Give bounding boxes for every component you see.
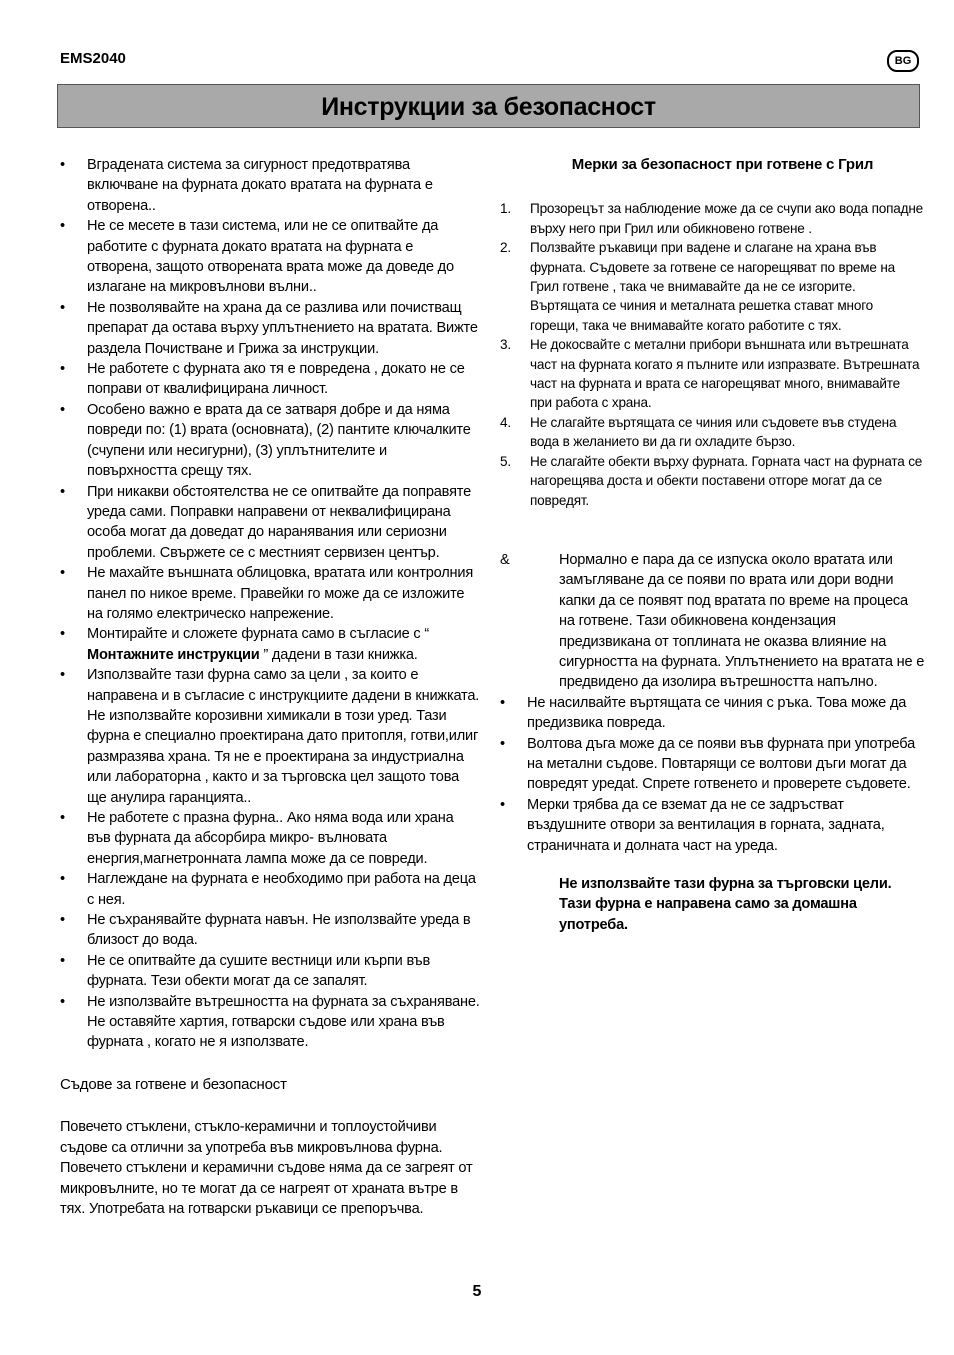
item-text: Не слагайте обекти върху фурната. Горната част на фурната се нагорещява доста и обекти поставени отгоре могат да се повредят. [530,453,923,508]
list-item: • Не насилвайте въртящата се чиния с ръка. Това може да предизвика повреда. [500,693,925,734]
list-item: • Не работете с празна фурна.. Ако няма вода или храна във фурната да абсорбира микро- вълновата енергия,магнетронната лампа може да се повреди. [60,808,480,869]
cookware-heading: Съдове за готвене и безопасност [60,1075,287,1093]
ampersand-symbol: & [500,551,510,568]
item-number: 2. [500,240,511,256]
language-badge: BG [887,50,919,72]
list-item-bold-text: Монтажните инструкции [87,646,260,663]
list-item: • При никакви обстоятелства не се опитвайте да поправяте уреда сами. Поправки направени от неквалифицирана особа могат да доведат до наранявания или сериозни проблеми. Свържете се с местният сервизен център. [60,482,480,564]
right-bullet-list [500,693,925,856]
list-item: • Не се месете в тази система, или не се опитвайте да работите с фурната докато вратата на фурната е отворена, защото отворената врата може да доведе до излагане на микровълнови вълни.. [60,216,480,298]
item-number: 1. [500,201,511,217]
list-item: • Волтова дъга може да се появи във фурната при употреба на метални съдове. Повтарящи се волтови дъги могат да повредят уредat. Спрете готвенето и проверете съдовете. [500,734,925,795]
list-item [500,199,925,238]
item-text: Не слагайте въртящата се чиния или съдовете във студена вода в желанието ви да ги охладите бързо. [530,414,897,450]
list-item: • Наглеждане на фурната е необходимо при работа на деца с нея. [60,869,480,910]
right-column [500,155,925,935]
grill-numbered-list [500,199,925,510]
item-text: Не докосвайте с метални прибори външната или вътрешната част на фурната когато я пълните или изпразвате. Вътрешната част на фурната и врата се нагорещяват много, внимавайте при работа с храна. [530,337,920,411]
list-item: • Особено важно е врата да се затваря добре и да няма повреди по: (1) врата (основната), (2) пантите ключалките (счупени или несигурни), (3) уплътнителите и повърхността срещу тях. [60,400,480,482]
item-text: Ползвайте ръкавици при вадене и слагане на храна във фурната. Съдовете за готвене се нагорещяват по време на Грил готвене , така че внимавайте да не се изгорите. Въртящата се чиния и металната решетка стават много горещи, така че внимавайте когато работите с тях. [530,240,895,333]
list-item: • Използвайте тази фурна само за цели , за които е направена и в съгласие с инструкциите дадени в книжката. Не използвайте корозивни химикали в този уред. Тази фурна е специално проектирана дато притопля, готви,илиг размразява храна. Тя не е проектирана за индустриална или лабораторна , както и за търговска цел защото това ще анулира гаранцията.. [60,665,480,808]
item-number: 4. [500,414,511,430]
list-item: • Не махайте външната облицовка, вратата или контролния панел по никое време. Правейки го може да се изложите на голямо електрическо напрежение. [60,563,480,624]
safety-bullet-list [60,155,480,1053]
list-item: • Не работете с фурната ако тя е повредена , докато не се поправи от квалифицирана личност. [60,359,480,400]
list-item [500,335,925,413]
list-item: • Вградената система за сигурност предотвратява включване на фурната докато вратата на фурната е отворена.. [60,155,480,216]
item-text: Прозорецът за наблюдение може да се счупи ако вода попадне върху него при Грил или обикновено готвене . [530,201,924,236]
list-item: • Мерки трябва да се вземат да не се задръстват въздушните отвори за вентилация в горната, задната, страничната и долната част на уреда. [500,795,925,856]
condensation-text: Нормално е пара да се изпуска около вратата или замъгляване да се появи по врата или дори водни капки да се появят под вратата по време на процеса на готвене. Тази обикновена кондензация предизвикана от топлината не оказва влияние на сигурността на фурната. Уплътнението на вратата не е предвидено да изолира вътрешността напълно. [559,551,925,691]
model-number: EMS2040 [60,50,126,67]
list-item: • Не съхранявайте фурната навън. Не използвайте уреда в близост до вода. [60,910,480,951]
cookware-paragraph: Повечето стъклени, стъкло-керамични и топлоустойчиви съдове са отлични за употреба във микровълнова фурна. Повечето стъклени и керамични съдове няма да се загреят от микровълните, но те могат да се нагреят от храната вътре в тях. Употребата на готварски ръкавици се препоръчва. [60,1119,473,1217]
item-number: 3. [500,337,511,353]
left-column [60,155,480,1219]
list-item [500,238,925,335]
page-title: Инструкции за безопасност [57,84,920,128]
list-item-text: Монтирайте и сложете фурната само в съгласие с “ [87,626,429,643]
domestic-use-note: Не използвайте тази фурна за търговски цели. Тази фурна е направена само за домашна употреба. [559,876,892,933]
list-item-text: ” дадени в тази книжка. [259,646,418,663]
list-item [60,624,480,665]
page-number: 5 [472,1283,482,1300]
list-item [500,413,925,452]
list-item: • Не се опитвайте да сушите вестници или кърпи във фурната. Тези обекти могат да се запалят. [60,951,480,992]
list-item: • Не използвайте вътрешността на фурната за съхраняване. Не оставяйте хартия, готварски съдове или храна във фурната , когато не я използвате. [60,992,480,1053]
grill-safety-heading: Мерки за безопасност при готвене с Грил [571,156,874,173]
list-item: • Не позволявайте на храна да се разлива или почистващ препарат да остава върху уплътнението на вратата. Вижте раздела Почистване и Грижа за инструкции. [60,298,480,359]
item-number: 5. [500,453,511,469]
condensation-note [500,550,925,693]
list-item [500,452,925,510]
